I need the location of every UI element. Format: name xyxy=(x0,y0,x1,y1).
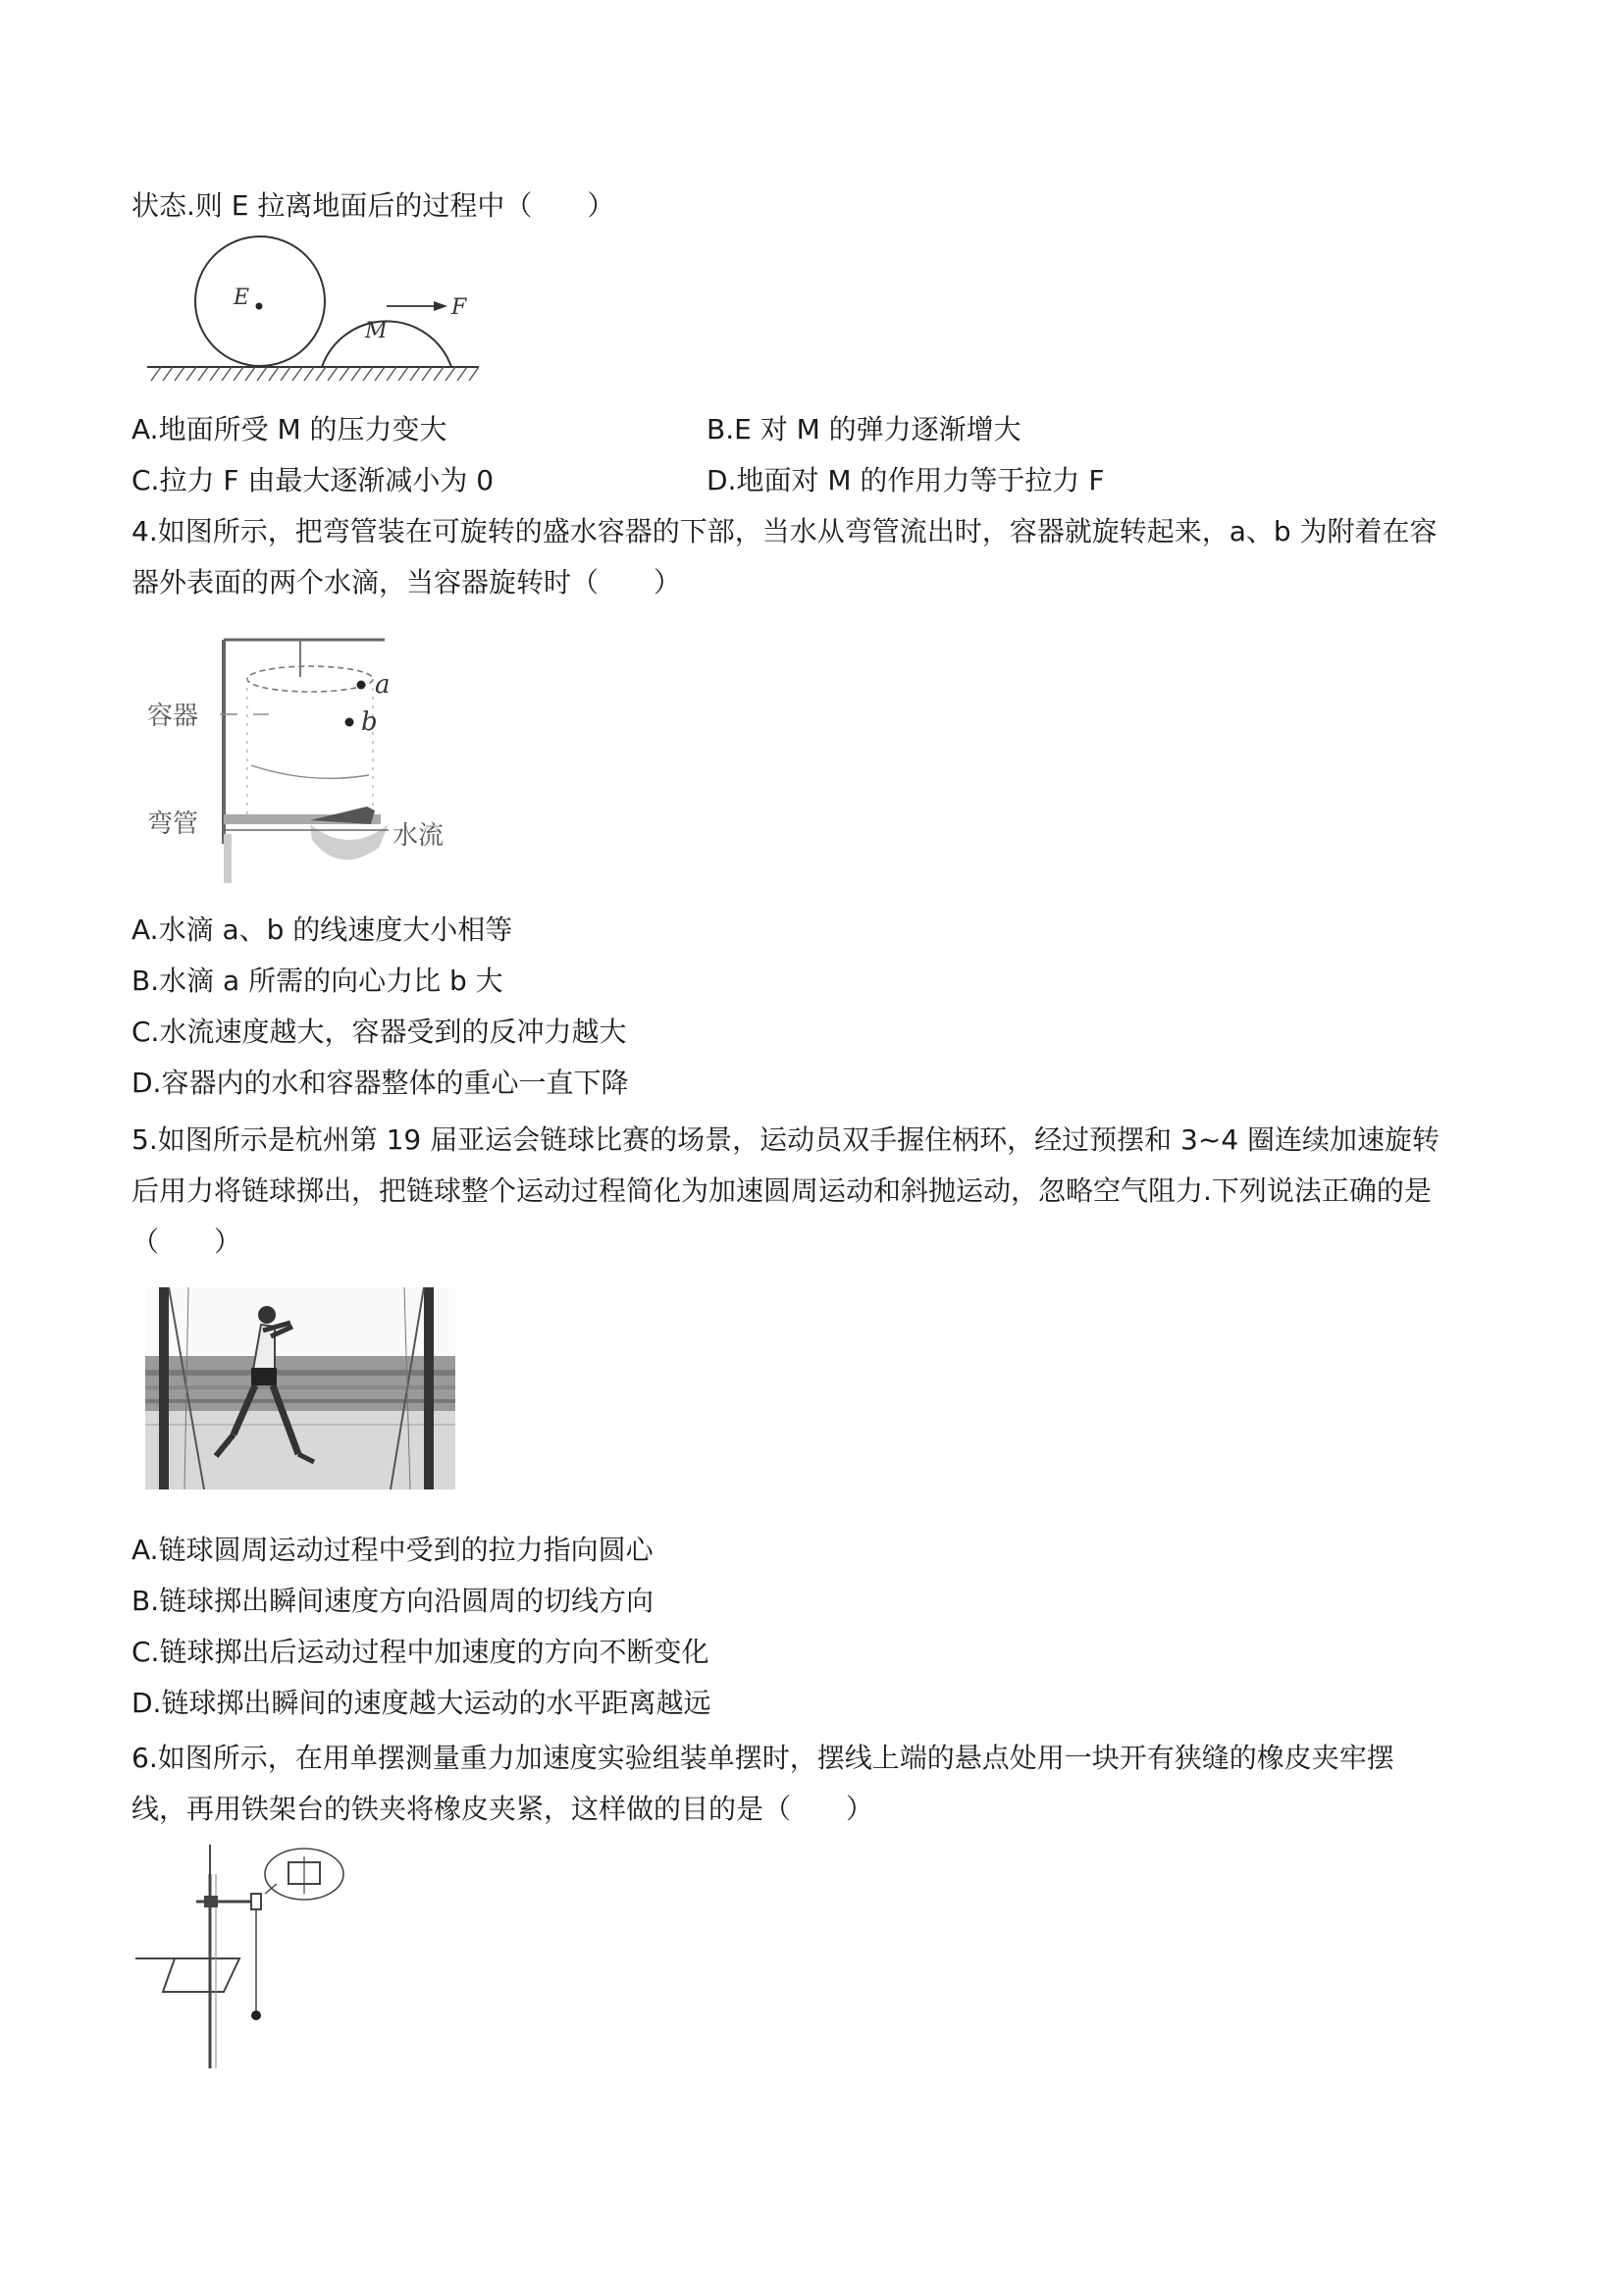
drop-a xyxy=(357,681,366,690)
q4-option-d: D.容器内的水和容器整体的重心一直下降 xyxy=(131,1067,629,1099)
q4-option-a: A.水滴 a、b 的线速度大小相等 xyxy=(131,913,513,946)
q6-figure-pendulum-stand xyxy=(131,1845,357,2080)
q3-option-c: C.拉力 F 由最大逐渐减小为 0 xyxy=(131,464,495,496)
q3-option-d: D.地面对 M 的作用力等于拉力 F xyxy=(707,464,1105,496)
q4-option-c: C.水流速度越大，容器受到的反冲力越大 xyxy=(131,1016,627,1048)
hammer-throw-photo xyxy=(145,1287,455,1489)
container-label: 容器 xyxy=(147,702,199,731)
drop-b xyxy=(345,718,354,727)
water-flow-label: 水流 xyxy=(393,821,445,851)
q5-stem-line1: 5.如图所示是杭州第 19 届亚运会链球比赛的场景，运动员双手握住柄环，经过预摆和 3~4 圈连续加速旋转 xyxy=(131,1123,1440,1156)
q5-option-d: D.链球掷出瞬间的速度越大运动的水平距离越远 xyxy=(131,1687,711,1719)
force-f-label: F xyxy=(451,295,467,320)
q3-stem-tail: 状态.则 E 拉离地面后的过程中（ ） xyxy=(131,189,615,222)
q4-stem-line1: 4.如图所示，把弯管装在可旋转的盛水容器的下部，当水从弯管流出时，容器就旋转起来，a、b 为附着在容 xyxy=(131,515,1438,548)
q6-stem-line2: 线，再用铁架台的铁夹将橡皮夹紧，这样做的目的是（ ） xyxy=(131,1793,874,1825)
q5-option-b: B.链球掷出瞬间速度方向沿圆周的切线方向 xyxy=(131,1585,654,1617)
q5-option-a: A.链球圆周运动过程中受到的拉力指向圆心 xyxy=(131,1534,654,1566)
ball-e xyxy=(195,236,325,366)
drop-a-label: a xyxy=(375,670,391,700)
q4-stem-line2: 器外表面的两个水滴，当容器旋转时（ ） xyxy=(131,566,682,599)
q3-option-a: A.地面所受 M 的压力变大 xyxy=(131,413,447,445)
q5-stem-line2: 后用力将链球掷出，把链球整个运动过程简化为加速圆周运动和斜抛运动，忽略空气阻力.下列说法正确的是 xyxy=(131,1174,1432,1207)
q6-stem-line1: 6.如图所示，在用单摆测量重力加速度实验组装单摆时，摆线上端的悬点处用一块开有狭缝的橡皮夹牢摆 xyxy=(131,1742,1394,1774)
block-m-label: M xyxy=(365,319,388,343)
pipe-label: 弯管 xyxy=(147,809,199,839)
ball-e-label: E xyxy=(234,286,250,310)
q4-option-b: B.水滴 a 所需的向心力比 b 大 xyxy=(131,965,503,997)
q5-stem-line3: （ ） xyxy=(131,1226,242,1258)
q5-option-c: C.链球掷出后运动过程中加速度的方向不断变化 xyxy=(131,1636,709,1668)
drop-b-label: b xyxy=(361,707,378,737)
q3-figure-ball-block xyxy=(137,232,491,398)
q3-option-b: B.E 对 M 的弹力逐渐增大 xyxy=(707,413,1021,445)
